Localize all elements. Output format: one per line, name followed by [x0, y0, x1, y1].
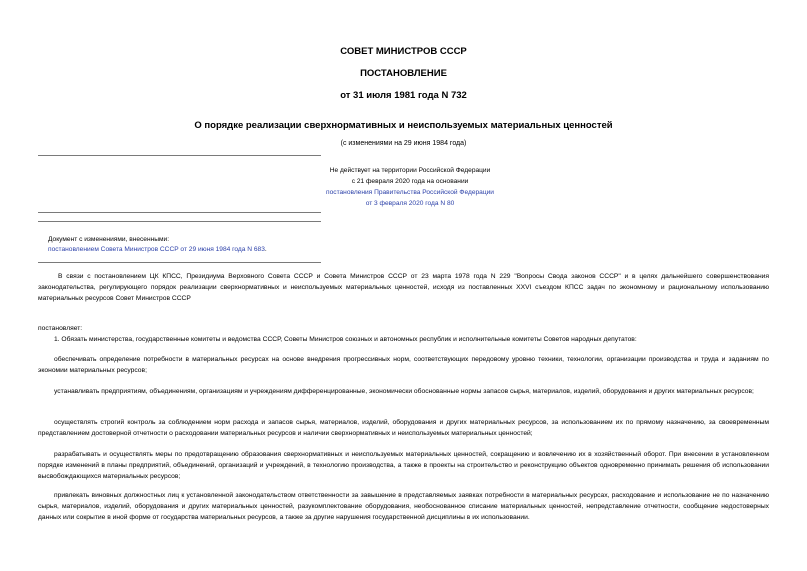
divider — [38, 212, 321, 213]
divider — [38, 221, 321, 222]
clause-paragraph: разрабатывать и осуществлять меры по предотвращению образования сверхнормативных и неиспользуемых материальных ценностей, сокращению и вовлечению их в хозяйственный оборот. При внесении в установленном порядке изменений в планы предприятий, объединений, организаций и учреждений, в технологию производства, а также в проекты на строительство и реконструкцию объектов одновременно принимать решения об использовании высвобождающихся материальных ресурсов; — [38, 451, 769, 480]
divider — [38, 155, 321, 156]
preamble-paragraph: В связи с постановлением ЦК КПСС, Президиума Верховного Совета СССР и Совета Министров СССР от 23 марта 1978 года N 229 "Вопросы Свода законов СССР" и в целях дальнейшего совершенствования законодательства, регулирующего порядок реализации сверхнормативных и неиспользуемых материальных ценностей, исходя из поставленных XXVI съездом КПСС задач по экономному и рациональному использованию материальных ресурсов Совет Министров СССР — [38, 273, 769, 302]
status-notice — [300, 165, 520, 209]
clause-paragraph: привлекать виновных должностных лиц к установленной законодательством ответственности за завышение в представляемых заявках потребности в материальных ресурсах, расходование и использование не по назначению сырья, материалов, изделий, оборудования и других материальных ценностей, разукомплектование оборудования, необоснованное списание материальных ценностей, непредставление отчетности, сообщение недостоверных данных или сокрытие в иной форме от государства материальных ресурсов, а также за другие нарушения государственной дисциплины в их использовании. — [38, 492, 769, 521]
clause-paragraph: обеспечивать определение потребности в материальных ресурсах на основе внедрения прогрессивных норм, соответствующих передовому уровню техники, технологии, организации производства и труда и заданиям по экономии материальных ресурсов; — [38, 356, 769, 374]
date-number-heading: от 31 июля 1981 года N 732 — [340, 90, 467, 101]
status-notice-line: Не действует на территории Российской Федерации — [329, 167, 491, 174]
status-notice-line: с 21 февраля 2020 года на основании — [351, 178, 469, 185]
item-1-paragraph: 1. Обязать министерства, государственные комитеты и ведомства СССР, Советы Министров союзных и автономных республик и исполнительные комитеты Советов народных депутатов: — [54, 336, 637, 343]
repeal-act-link[interactable]: постановления Правительства Российской Федерации — [326, 189, 494, 196]
divider — [38, 262, 321, 263]
document-type-heading: ПОСТАНОВЛЕНИЕ — [360, 68, 447, 79]
amendment-note: (с изменениями на 29 июня 1984 года) — [340, 140, 467, 147]
repeal-act-link[interactable]: от 3 февраля 2020 года N 80 — [365, 200, 455, 207]
amending-act-link[interactable]: постановлением Совета Министров СССР от 29 июня 1984 года N 683 — [48, 246, 265, 253]
changes-note: Документ с изменениями, внесенными: постановлением Совета Министров СССР от 29 июня 1984 года N 683. — [48, 236, 267, 253]
issuer-heading: СОВЕТ МИНИСТРОВ СССР — [340, 46, 467, 57]
changes-note-label: Документ с изменениями, внесенными: — [48, 236, 170, 243]
document-title: О порядке реализации сверхнормативных и неиспользуемых материальных ценностей — [194, 120, 613, 131]
clause-paragraph: осуществлять строгий контроль за соблюдением норм расхода и запасов сырья, материалов, изделий, оборудования и других материальных ресурсов, за использованием их по прямому назначению, за своевременным представлением достоверной отчетности о расходовании материальных ресурсов и наличии сверхнормативных и неиспользуемых материальных ценностей; — [38, 419, 769, 437]
clause-paragraph: устанавливать предприятиям, объединениям, организациям и учреждениям дифференцированные, экономически обоснованные нормы запасов сырья, материалов, изделий, оборудования и других материальных ресурсов; — [54, 388, 754, 395]
resolves-paragraph: постановляет: — [38, 325, 83, 332]
